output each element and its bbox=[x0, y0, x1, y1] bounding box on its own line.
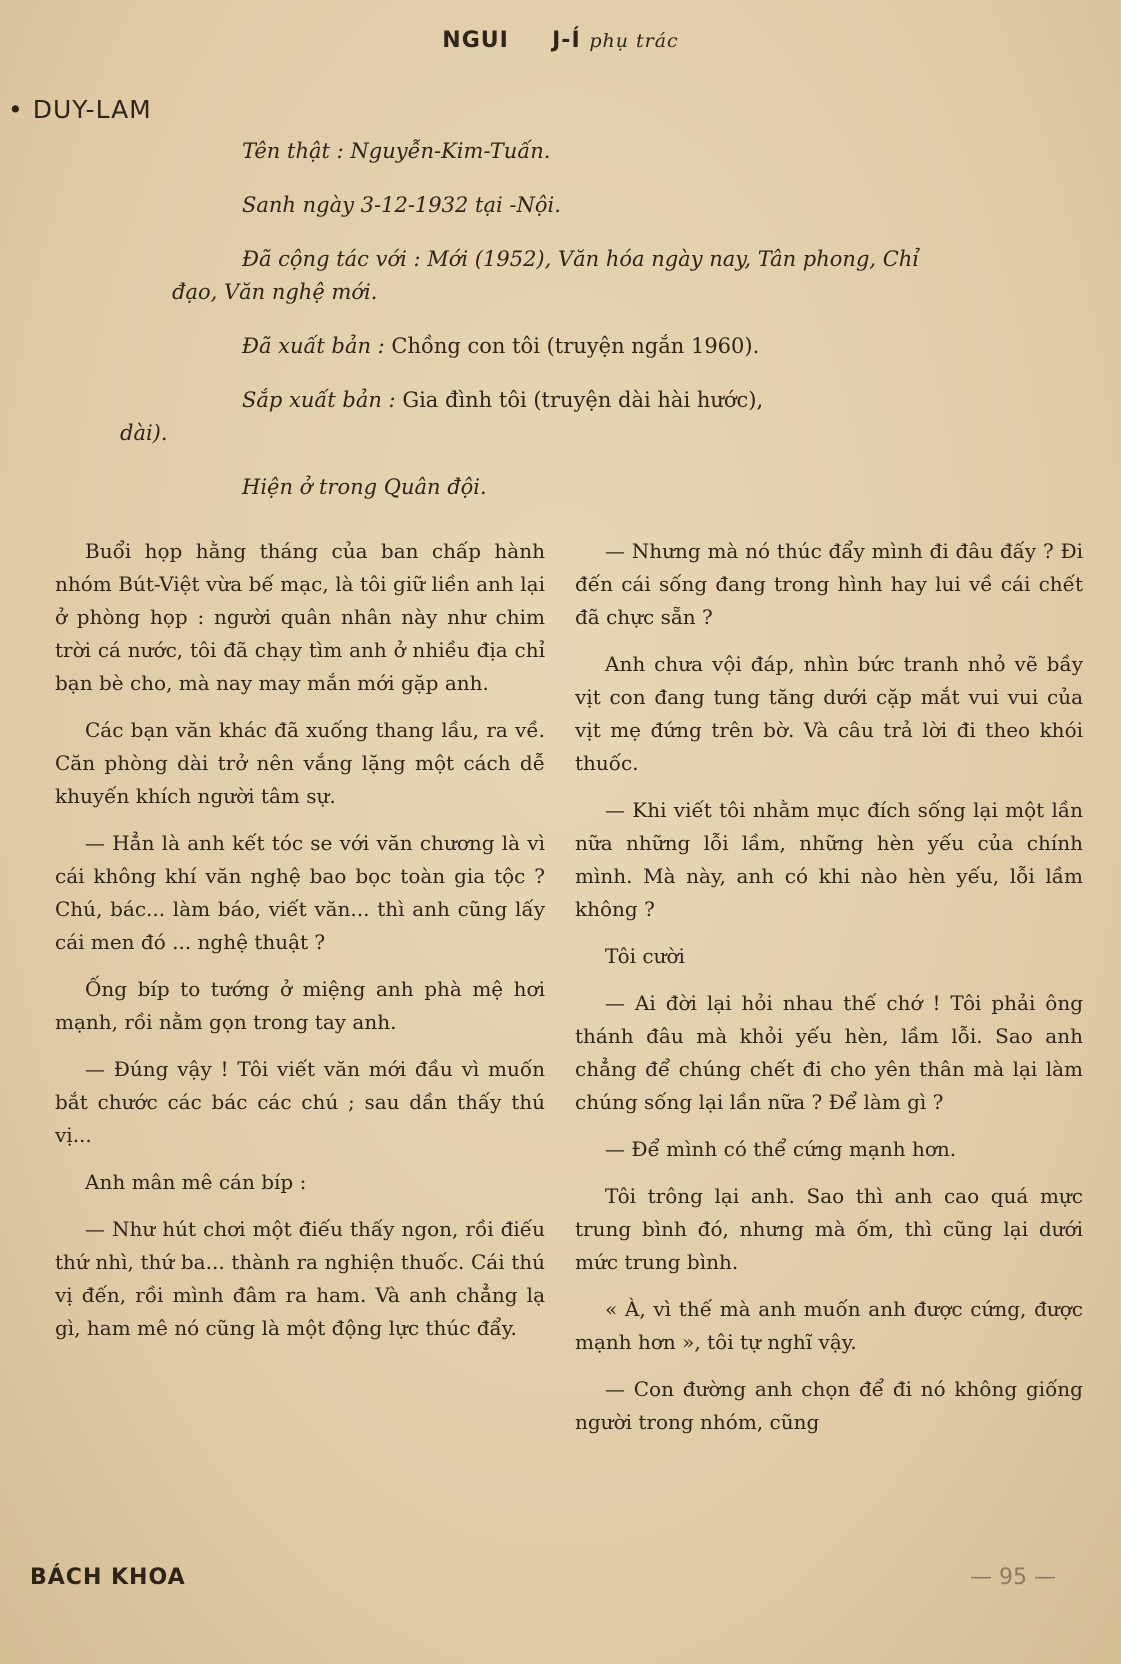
author-name: • DUY-LAM bbox=[8, 95, 152, 124]
paragraph: Anh chưa vội đáp, nhìn bức tranh nhỏ vẽ bầy vịt con đang tung tăng dưới cặp mắt vui vui của vịt mẹ đứng trên bờ. Và câu trả lời đi theo khói thuốc. bbox=[575, 652, 1083, 775]
paragraph: Các bạn văn khác đã xuống thang lầu, ra về. Căn phòng dài trở nên vắng lặng một cách dễ khuyến khích người tâm sự. bbox=[55, 718, 545, 808]
bio-upcoming-cont bbox=[120, 417, 1084, 450]
footer-publication: BÁCH KHOA bbox=[30, 1565, 186, 1590]
bio-published-label: Đã xuất bản : bbox=[242, 334, 385, 358]
bio-published bbox=[242, 330, 1084, 363]
bio-upcoming-1: Gia đình tôi (truyện dài hài hước), bbox=[402, 388, 764, 412]
paragraph: — Đúng vậy ! Tôi viết văn mới đầu vì muốn bắt chước các bác các chú ; sau dần thấy thú vị... bbox=[55, 1057, 545, 1147]
bio-real-name-label: Tên thật : bbox=[242, 139, 344, 163]
bio-contrib-cont bbox=[172, 276, 1084, 309]
paragraph: — Ai đời lại hỏi nhau thế chớ ! Tôi phải ông thánh đâu mà khỏi yếu hèn, lầm lỗi. Sao anh chẳng để chúng chết đi cho yên thân mà lại làm chúng sống lại lần nữa ? Để làm gì ? bbox=[575, 991, 1083, 1114]
paragraph: — Như hút chơi một điếu thấy ngon, rồi điếu thứ nhì, thứ ba... thành ra nghiện thuốc. Cái thú vị đến, rồi mình đâm ra ham. Và anh chẳng lạ gì, ham mê nó cũng là một động lực thúc đẩy. bbox=[55, 1217, 545, 1340]
running-head-italic: phụ trác bbox=[589, 30, 679, 52]
bio-born bbox=[242, 189, 1084, 222]
running-head-title: NGUI bbox=[442, 28, 509, 53]
footer-page-number: — 95 — bbox=[970, 1565, 1056, 1590]
running-head bbox=[0, 28, 1121, 53]
paragraph: — Nhưng mà nó thúc đẩy mình đi đâu đấy ? Đi đến cái sống đang trong hình hay lui về cái chết đã chực sẵn ? bbox=[575, 539, 1083, 629]
bio-contrib-label: Đã cộng tác với : bbox=[242, 247, 421, 271]
bio-contrib bbox=[242, 243, 1084, 276]
bio-born-text: Sanh ngày 3-12-1932 tại -Nội. bbox=[242, 193, 561, 217]
right-column bbox=[575, 535, 1083, 1453]
paragraph: — Để mình có thể cứng mạnh hơn. bbox=[605, 1137, 957, 1161]
bio-upcoming-2: dài). bbox=[120, 421, 168, 445]
paragraph: Tôi cười bbox=[605, 944, 685, 968]
paragraph: Ống bíp to tướng ở miệng anh phà mệ hơi mạnh, rồi nằm gọn trong tay anh. bbox=[55, 977, 545, 1034]
bio-upcoming bbox=[242, 384, 1084, 417]
author-bio bbox=[120, 135, 1084, 525]
bio-contrib-1: Mới (1952), Văn hóa ngày nay, Tân phong, Chỉ bbox=[427, 247, 920, 271]
paragraph: — Khi viết tôi nhằm mục đích sống lại một lần nữa những lỗi lầm, những hèn yếu của chính mình. Mà này, anh có khi nào hèn yếu, lỗi lầm không ? bbox=[575, 798, 1083, 921]
bio-published-value: Chồng con tôi (truyện ngắn 1960). bbox=[391, 334, 760, 358]
bio-current bbox=[242, 471, 1084, 504]
running-head-mid: J-Í bbox=[552, 28, 581, 53]
left-column bbox=[55, 535, 545, 1359]
paragraph: « À, vì thế mà anh muốn anh được cứng, được mạnh hơn », tôi tự nghĩ vậy. bbox=[575, 1297, 1083, 1354]
paragraph: — Hẳn là anh kết tóc se với văn chương là vì cái không khí văn nghệ bao bọc toàn gia tộc ? Chú, bác... làm báo, viết văn... thì anh cũng lấy cái men đó ... nghệ thuật ? bbox=[55, 831, 545, 954]
paragraph: — Con đường anh chọn để đi nó không giống người trong nhóm, cũng bbox=[575, 1377, 1083, 1434]
bio-real-name-value: Nguyễn-Kim-Tuấn. bbox=[350, 139, 551, 163]
paragraph: Buổi họp hằng tháng của ban chấp hành nhóm Bút-Việt vừa bế mạc, là tôi giữ liền anh lại ở phòng họp : người quân nhân này như chim trời cá nước, tôi đã chạy tìm anh ở nhiều địa chỉ bạn bè cho, mà nay may mắn mới gặp anh. bbox=[55, 539, 545, 695]
bio-contrib-2: đạo, Văn nghệ mới. bbox=[172, 280, 378, 304]
paragraph: Tôi trông lại anh. Sao thì anh cao quá mực trung bình đó, nhưng mà ốm, thì cũng lại dưới mức trung bình. bbox=[575, 1184, 1083, 1274]
paragraph: Anh mân mê cán bíp : bbox=[85, 1170, 307, 1194]
bio-upcoming-label: Sắp xuất bản : bbox=[242, 388, 396, 412]
bio-real-name bbox=[242, 135, 1084, 168]
bio-current-text: Hiện ở trong Quân đội. bbox=[242, 475, 487, 499]
